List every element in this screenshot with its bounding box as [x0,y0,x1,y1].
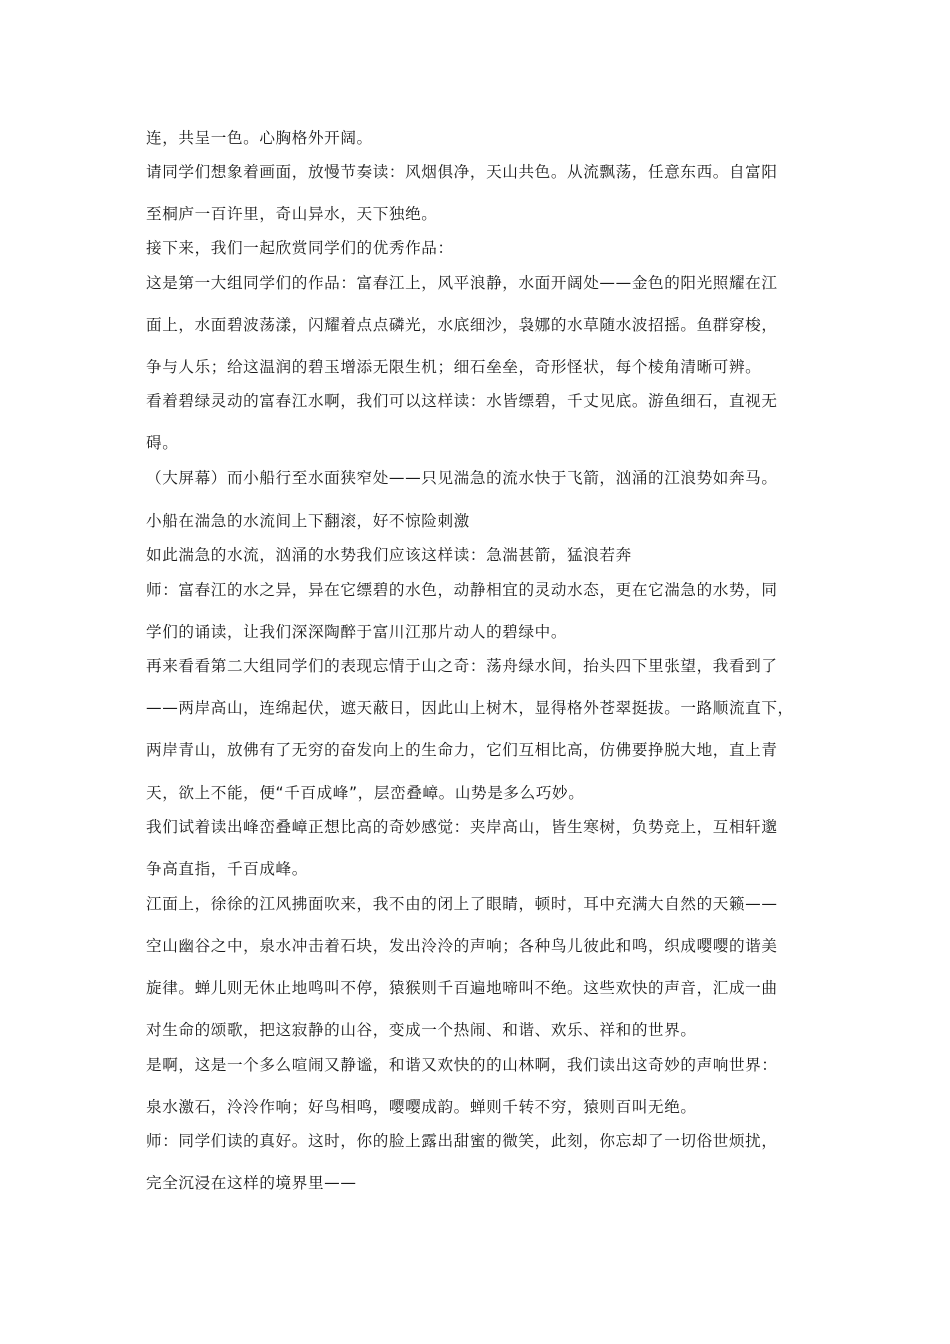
text-line: 空山幽谷之中，泉水冲击着石块，发出泠泠的声响；各种鸟儿彼此和鸣，织成嘤嘤的谐美 [146,937,778,955]
text-line: 连，共呈一色。心胸格外开阔。 [146,129,373,147]
text-line: 旋律。蝉儿则无休止地鸣叫不停，猿猴则千百遍地啼叫不绝。这些欢快的声音，汇成一曲 [146,979,778,997]
text-line: 泉水激石，泠泠作响；好鸟相鸣，嘤嘤成韵。蝉则千转不穷，猿则百叫无绝。 [146,1098,697,1116]
text-line: 师：同学们读的真好。这时，你的脸上露出甜蜜的微笑，此刻，你忘却了一切俗世烦扰， [146,1132,778,1150]
text-line: 天，欲上不能，便“千百成峰”，层峦叠嶂。山势是多么巧妙。 [146,784,585,802]
text-line: 这是第一大组同学们的作品：富春江上，风平浪静，水面开阔处——金色的阳光照耀在江 [146,274,778,292]
text-line: 再来看看第二大组同学们的表现忘情于山之奇：荡舟绿水间，抬头四下里张望，我看到了 [146,657,778,675]
text-line: 是啊，这是一个多么喧闹又静谧，和谐又欢快的的山林啊，我们读出这奇妙的声响世界： [146,1056,778,1074]
text-line: 江面上，徐徐的江风拂面吹来，我不由的闭上了眼睛，顿时，耳中充满大自然的天籁—— [146,895,778,913]
text-line: 两岸青山，放佛有了无穷的奋发向上的生命力，它们互相比高，仿佛要挣脱大地，直上青 [146,741,778,759]
text-line: 我们试着读出峰峦叠嶂正想比高的奇妙感觉：夹岸高山，皆生寒树，负势竞上，互相轩邈 [146,818,778,836]
text-line: 学们的诵读，让我们深深陶醉于富川江那片动人的碧绿中。 [146,623,568,641]
text-line: 接下来，我们一起欣赏同学们的优秀作品： [146,239,454,257]
text-line: 面上，水面碧波荡漾，闪耀着点点磷光，水底细沙，袅娜的水草随水波招摇。鱼群穿梭， [146,316,778,334]
text-line: ——两岸高山，连绵起伏，遮天蔽日，因此山上树木，显得格外苍翠挺拔。一路顺流直下， [146,699,794,717]
text-line: 如此湍急的水流，汹涌的水势我们应该这样读：急湍甚箭，猛浪若奔 [146,546,632,564]
text-line: 争高直指，千百成峰。 [146,860,308,878]
text-line: （大屏幕）而小船行至水面狭窄处——只见湍急的流水快于飞箭，汹涌的江浪势如奔马。 [146,469,778,487]
text-line: 请同学们想象着画面，放慢节奏读：风烟俱净，天山共色。从流飘荡，任意东西。自富阳 [146,163,778,181]
text-line: 碍。 [146,434,179,452]
text-line: 至桐庐一百许里，奇山异水，天下独绝。 [146,205,438,223]
text-line: 师：富春江的水之异，异在它缥碧的水色，动静相宜的灵动水态，更在它湍急的水势，同 [146,581,778,599]
text-line: 看着碧绿灵动的富春江水啊，我们可以这样读：水皆缥碧，千丈见底。游鱼细石，直视无 [146,392,778,410]
text-line: 争与人乐；给这温润的碧玉增添无限生机；细石垒垒，奇形怪状，每个棱角清晰可辨。 [146,358,762,376]
text-line: 对生命的颂歌，把这寂静的山谷，变成一个热闹、和谐、欢乐、祥和的世界。 [146,1021,697,1039]
text-line: 完全沉浸在这样的境界里—— [146,1174,357,1192]
text-line: 小船在湍急的水流间上下翻滚，好不惊险刺激 [146,512,470,530]
